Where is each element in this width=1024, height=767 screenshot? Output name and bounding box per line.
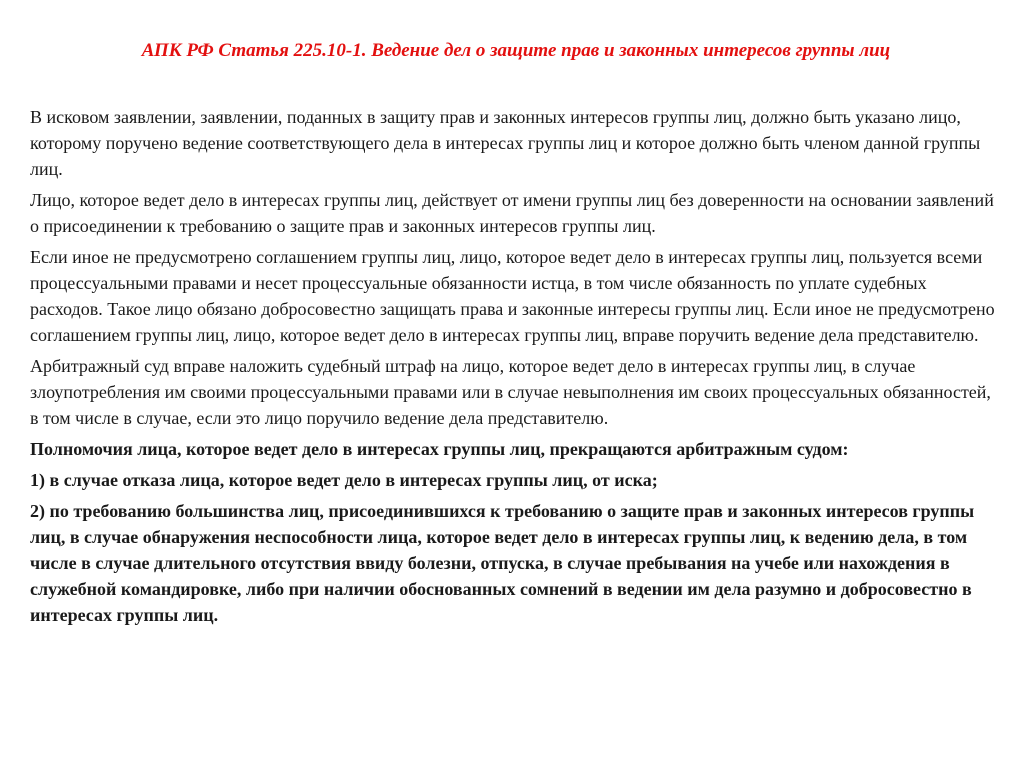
slide-body (30, 104, 1002, 633)
slide-title: АПК РФ Статья 225.10-1. Ведение дел о защите прав и законных интересов группы лиц (141, 40, 891, 61)
list-item-termination-1: 1) в случае отказа лица, которое ведет дело в интересах группы лиц, от иска; (30, 470, 658, 490)
paragraph-claim-statement: В исковом заявлении, заявлении, поданных в защиту прав и законных интересов группы лиц, должно быть указано лицо, которому поручено ведение соответствующего дела в интересах группы лиц и которое должно быть членом данной группы лиц. (30, 107, 981, 179)
paragraph-termination-of-powers: Полномочия лица, которое ведет дело в интересах группы лиц, прекращаются арбитражным судом: (30, 439, 849, 459)
paragraph-acting-without-power-of-attorney: Лицо, которое ведет дело в интересах группы лиц, действует от имени группы лиц без доверенности на основании заявлений о присоединении к требованию о защите прав и законных интересов группы лиц. (30, 190, 994, 236)
paragraph-court-fine: Арбитражный суд вправе наложить судебный штраф на лицо, которое ведет дело в интересах группы лиц, в случае злоупотребления им своими процессуальными правами или в случае невыполнения им своих процессуальных обязанностей, в том числе в случае, если это лицо поручило ведение дела представителю. (30, 356, 991, 428)
list-item-termination-2: 2) по требованию большинства лиц, присоединившихся к требованию о защите прав и законных интересов группы лиц, в случае обнаружения неспособности лица, которое ведет дело в интересах группы лиц, к ведению дела, в том числе в случае длительного отсутствия ввиду болезни, отпуска, в случае пребывания на учебе или нахождения в служебной командировке, либо при наличии обоснованных сомнений в ведении им дела разумно и добросовестно в интересах группы лиц. (30, 501, 975, 625)
paragraph-procedural-rights: Если иное не предусмотрено соглашением группы лиц, лицо, которое ведет дело в интересах группы лиц, пользуется всеми процессуальными правами и несет процессуальные обязанности истца, в том числе обязанность по уплате судебных расходов. Такое лицо обязано добросовестно защищать права и законные интересы группы лиц. Если иное не предусмотрено соглашением группы лиц, лицо, которое ведет дело в интересах группы лиц, вправе поручить ведение дела представителю. (30, 247, 995, 345)
